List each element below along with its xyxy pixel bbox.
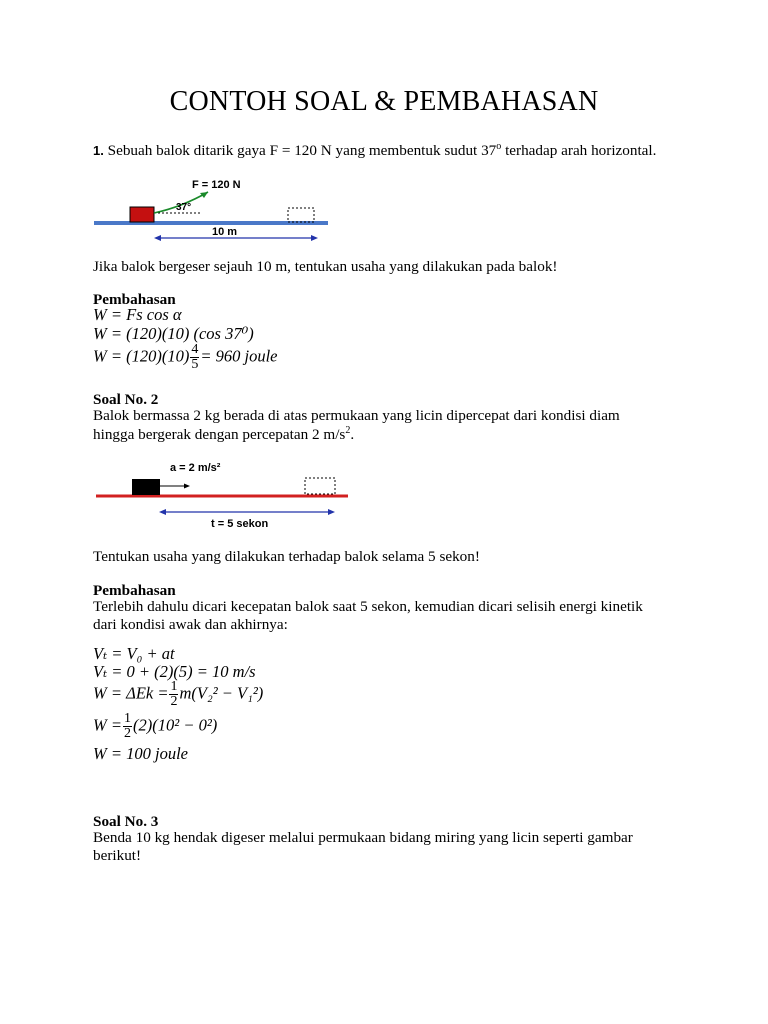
fraction-numerator: 1 [124,711,132,726]
pembahasan-1-heading: Pembahasan [93,291,176,308]
equation-2-1 [93,644,175,664]
acceleration-arrowhead [184,484,190,489]
distance-label: 10 m [212,226,238,238]
question-1-text [93,141,656,160]
time-arrow-right [328,509,335,515]
question-3-line-2: berikut! [93,847,142,864]
equation-2-1-text: Vₜ = V₀ + at [93,644,175,663]
question-2-line-2-pre: hingga bergerak dengan percepatan 2 m/s [93,426,346,443]
equation-2-3 [93,680,263,709]
question-2-line-1: Balok bermassa 2 kg berada di atas permukaan yang licin dipercepat dari kondisi diam [93,407,620,424]
question-3-line-1: Benda 10 kg hendak digeser melalui permukaan bidang miring yang licin seperti gambar [93,829,633,846]
equation-1-1-text: W = Fs cos α [93,305,182,324]
equation-2-4-pre: W = [93,715,123,735]
question-1-text-post: terhadap arah horizontal. [501,142,657,159]
fraction-denominator: 5 [191,357,199,372]
equation-1-3-pre: W = (120)(10) [93,346,190,366]
question-2-prompt: Tentukan usaha yang dilakukan terhadap balok selama 5 sekon! [93,548,480,565]
pembahasan-2-line-1: Terlebih dahulu dicari kecepatan balok saat 5 sekon, kemudian dicari selisih energi kinetik [93,598,643,615]
block-final-position [288,208,314,222]
equation-1-2 [93,324,254,344]
question-2-diagram [90,455,355,535]
time-arrow-left [159,509,166,515]
fraction-numerator: 4 [191,342,199,357]
fraction-denominator: 2 [170,694,178,709]
pembahasan-2-heading: Pembahasan [93,582,176,599]
equation-2-5 [93,744,188,764]
fraction-numerator: 1 [170,679,178,694]
question-1-number: 1. [93,143,104,158]
angle-label: 37° [176,202,192,213]
distance-arrow-left [154,235,161,241]
question-3-heading: Soal No. 3 [93,813,159,830]
fraction-1-2 [169,680,178,709]
question-1-degree: o [496,140,502,152]
pembahasan-2-line-2: dari kondisi awak dan akhirnya: [93,616,288,633]
equation-1-3 [93,343,278,372]
equation-2-5-text: W = 100 joule [93,744,188,763]
acceleration-label: a = 2 m/s² [170,462,221,474]
equation-2-4-post: (2)(10² − 0²) [133,715,218,735]
question-2-line-2 [93,425,354,444]
block [130,207,154,222]
fraction-denominator: 2 [124,726,132,741]
fraction-4-5 [190,343,199,372]
force-label: F = 120 N [192,179,241,191]
equation-2-4 [93,712,217,741]
question-2-heading: Soal No. 2 [93,391,159,408]
time-label: t = 5 sekon [211,518,269,530]
question-1-diagram [90,172,340,242]
block [132,479,160,495]
question-2-line-2-post: . [350,426,355,443]
equation-2-2-text: Vₜ = 0 + (2)(5) = 10 m/s [93,662,256,681]
equation-1-2-text: W = (120)(10) (cos 37⁰) [93,324,254,343]
page-title: CONTOH SOAL & PEMBAHASAN [169,86,599,117]
equation-2-3-post: m(V₂² − V₁²) [179,683,264,703]
question-1-prompt: Jika balok bergeser sejauh 10 m, tentukan usaha yang dilakukan pada balok! [93,258,558,275]
fraction-1-2 [123,712,132,741]
distance-arrow-right [311,235,318,241]
equation-1-1 [93,305,182,325]
block-final-position [305,478,335,494]
equation-2-3-pre: W = ΔEk = [93,683,169,703]
equation-1-3-post: = 960 joule [200,346,278,366]
question-2-exponent: 2 [345,424,351,436]
question-1-text-pre: Sebuah balok ditarik gaya F = 120 N yang membentuk sudut 37 [107,142,497,159]
